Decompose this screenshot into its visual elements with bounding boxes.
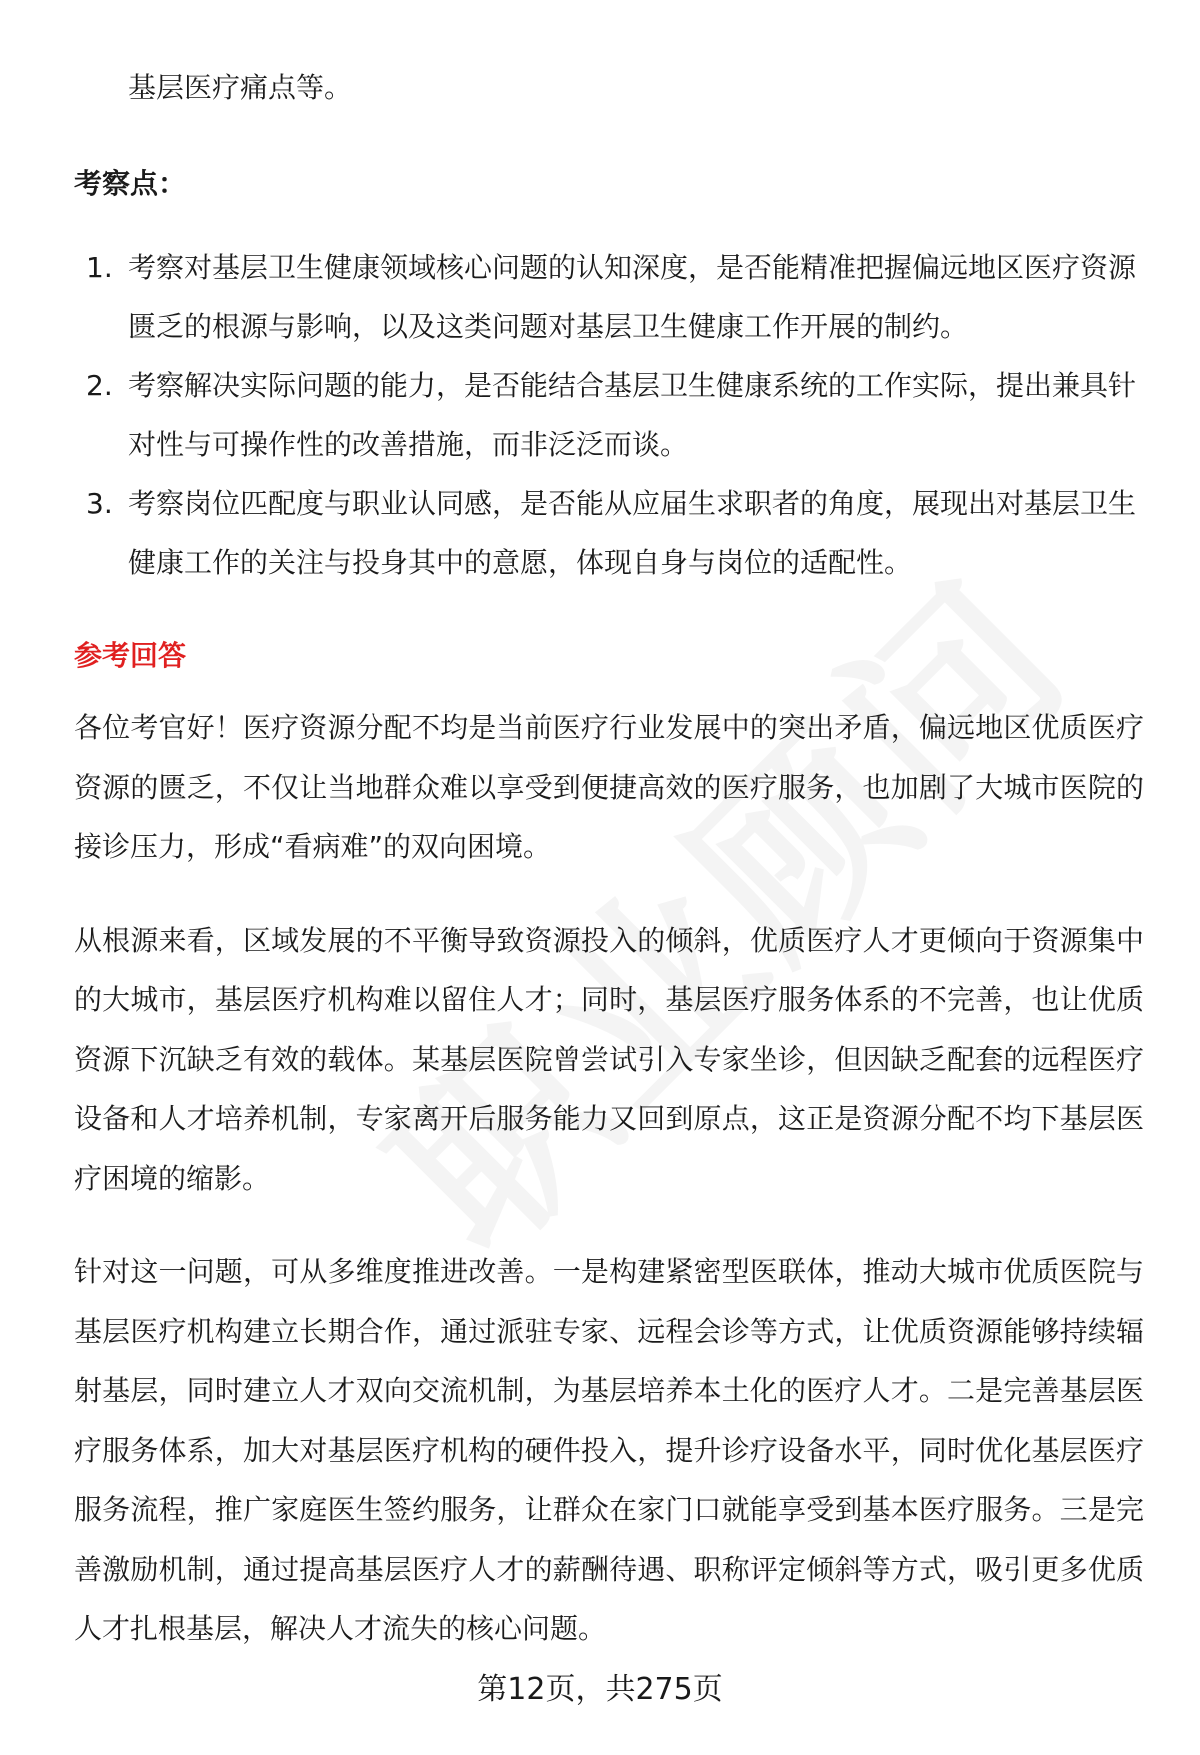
page-number-footer: 第12页，共275页 [477, 1672, 723, 1707]
exam-point-2 [74, 356, 1144, 474]
exam-point-text: 考察对基层卫生健康领域核心问题的认知深度，是否能精准把握偏远地区医疗资源匮乏的根源与影响，以及这类问题对基层卫生健康工作开展的制约。 [128, 251, 1137, 343]
exam-points-heading: 考察点： [74, 167, 187, 200]
answer-paragraph-1: 各位考官好！医疗资源分配不均是当前医疗行业发展中的突出矛盾，偏远地区优质医疗资源的匮乏，不仅让当地群众难以享受到便捷高效的医疗服务，也加剧了大城市医院的接诊压力，形成“看病难”的双向困境。 [74, 711, 1144, 863]
exam-point-number: 1. [86, 251, 113, 284]
answer-paragraph-3: 针对这一问题，可从多维度推进改善。一是构建紧密型医联体，推动大城市优质医院与基层医疗机构建立长期合作，通过派驻专家、远程会诊等方式，让优质资源能够持续辐射基层，同时建立人才双向交流机制，为基层培养本土化的医疗人才。二是完善基层医疗服务体系，加大对基层医疗机构的硬件投入，提升诊疗设备水平，同时优化基层医疗服务流程，推广家庭医生签约服务，让群众在家门口就能享受到基本医疗服务。三是完善激励机制，通过提高基层医疗人才的薪酬待遇、职称评定倾斜等方式，吸引更多优质人才扎根基层，解决人才流失的核心问题。 [74, 1255, 1144, 1645]
exam-points-list [74, 238, 1144, 592]
answer-paragraph-2: 从根源来看，区域发展的不平衡导致资源投入的倾斜，优质医疗人才更倾向于资源集中的大城市，基层医疗机构难以留住人才；同时，基层医疗服务体系的不完善，也让优质资源下沉缺乏有效的载体。某基层医院曾尝试引入专家坐诊，但因缺乏配套的远程医疗设备和人才培养机制，专家离开后服务能力又回到原点，这正是资源分配不均下基层医疗困境的缩影。 [74, 923, 1144, 1195]
exam-point-3 [74, 474, 1144, 592]
exam-point-1 [74, 238, 1144, 356]
exam-point-text: 考察解决实际问题的能力，是否能结合基层卫生健康系统的工作实际，提出兼具针对性与可操作性的改善措施，而非泛泛而谈。 [128, 369, 1137, 461]
continuation-text: 基层医疗痛点等。 [128, 71, 353, 104]
exam-point-number: 2. [86, 369, 113, 402]
reference-answer-heading: 参考回答 [74, 639, 187, 672]
document-body [74, 58, 1144, 1693]
exam-point-number: 3. [86, 487, 113, 520]
exam-point-text: 考察岗位匹配度与职业认同感，是否能从应届生求职者的角度，展现出对基层卫生健康工作的关注与投身其中的意愿，体现自身与岗位的适配性。 [128, 487, 1137, 579]
